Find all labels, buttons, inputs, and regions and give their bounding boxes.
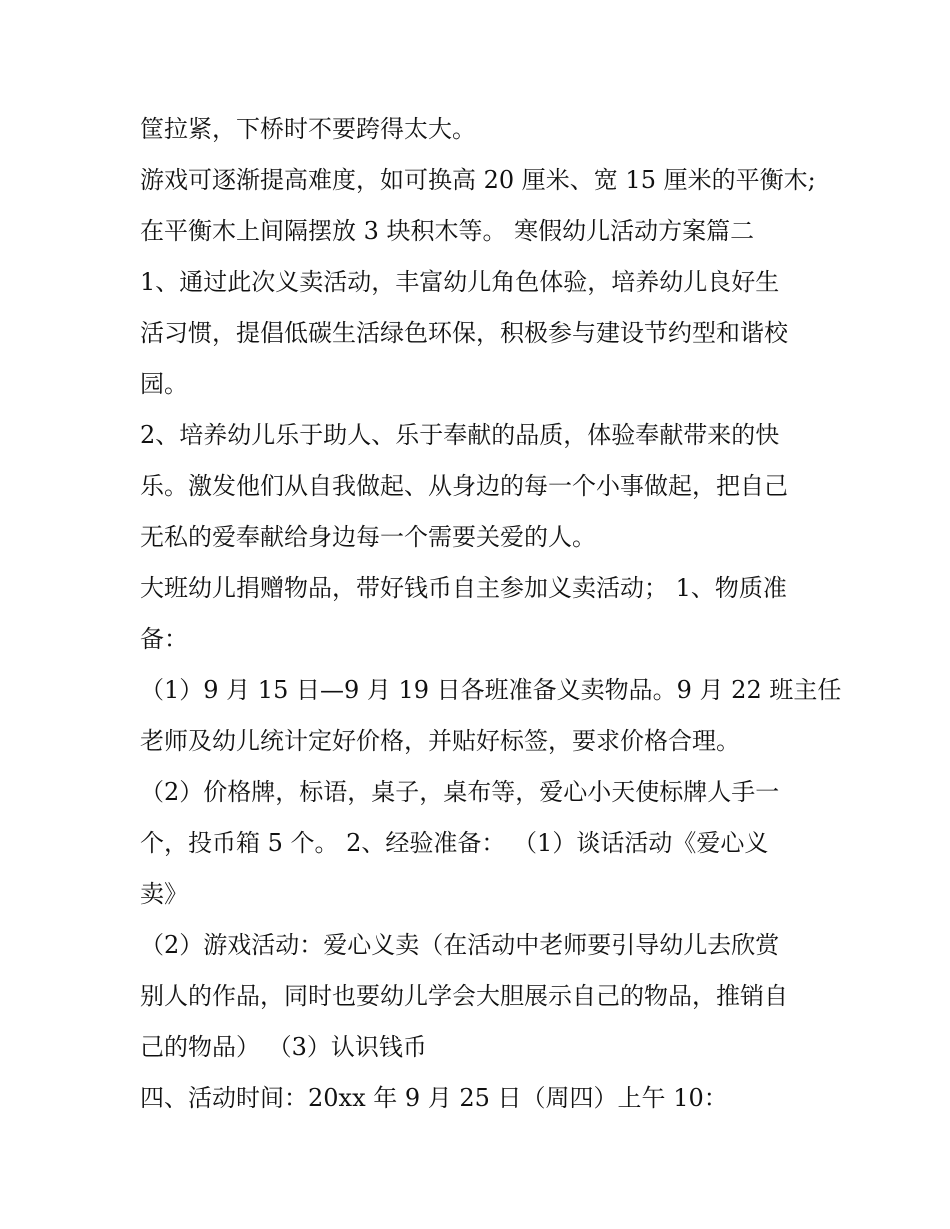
text-line: 己的物品） （3）认识钱币 <box>140 1033 427 1061</box>
text-line: 四、活动时间：20xx 年 9 月 25 日（周四）上午 10： <box>140 1084 728 1112</box>
text-line: （1）9 月 15 日—9 月 19 日各班准备义卖物品。9 月 22 班主任 <box>140 676 842 704</box>
text-line: 乐。激发他们从自我做起、从身边的每一个小事做起，把自己 <box>140 472 788 500</box>
text-line: （2）价格牌，标语，桌子，桌布等，爱心小天使标牌人手一 <box>140 778 780 806</box>
text-line: 在平衡木上间隔摆放 3 块积木等。 寒假幼儿活动方案篇二 <box>140 217 755 245</box>
text-line: 园。 <box>140 370 188 398</box>
text-line: 无私的爱奉献给身边每一个需要关爱的人。 <box>140 523 596 551</box>
text-line: 2、培养幼儿乐于助人、乐于奉献的品质，体验奉献带来的快 <box>140 421 780 449</box>
text-line: 个，投币箱 5 个。 2、经验准备： （1）谈话活动《爱心义 <box>140 829 769 857</box>
text-line: 1、通过此次义卖活动，丰富幼儿角色体验，培养幼儿良好生 <box>140 268 780 296</box>
text-line: 活习惯，提倡低碳生活绿色环保，积极参与建设节约型和谐校 <box>140 319 788 347</box>
text-line: 备： <box>140 625 188 653</box>
text-line: 别人的作品，同时也要幼儿学会大胆展示自己的物品，推销自 <box>140 982 788 1010</box>
text-line: 游戏可逐渐提高难度，如可换高 20 厘米、宽 15 厘米的平衡木; <box>140 166 816 194</box>
text-line: 大班幼儿捐赠物品，带好钱币自主参加义卖活动； 1、物质准 <box>140 574 787 602</box>
text-line: 老师及幼儿统计定好价格，并贴好标签，要求价格合理。 <box>140 727 740 755</box>
text-line: （2）游戏活动：爱心义卖（在活动中老师要引导幼儿去欣赏 <box>140 931 780 959</box>
document-body <box>140 104 842 1124</box>
text-line: 卖》 <box>140 880 188 908</box>
text-line: 筐拉紧，下桥时不要跨得太大。 <box>140 115 476 143</box>
